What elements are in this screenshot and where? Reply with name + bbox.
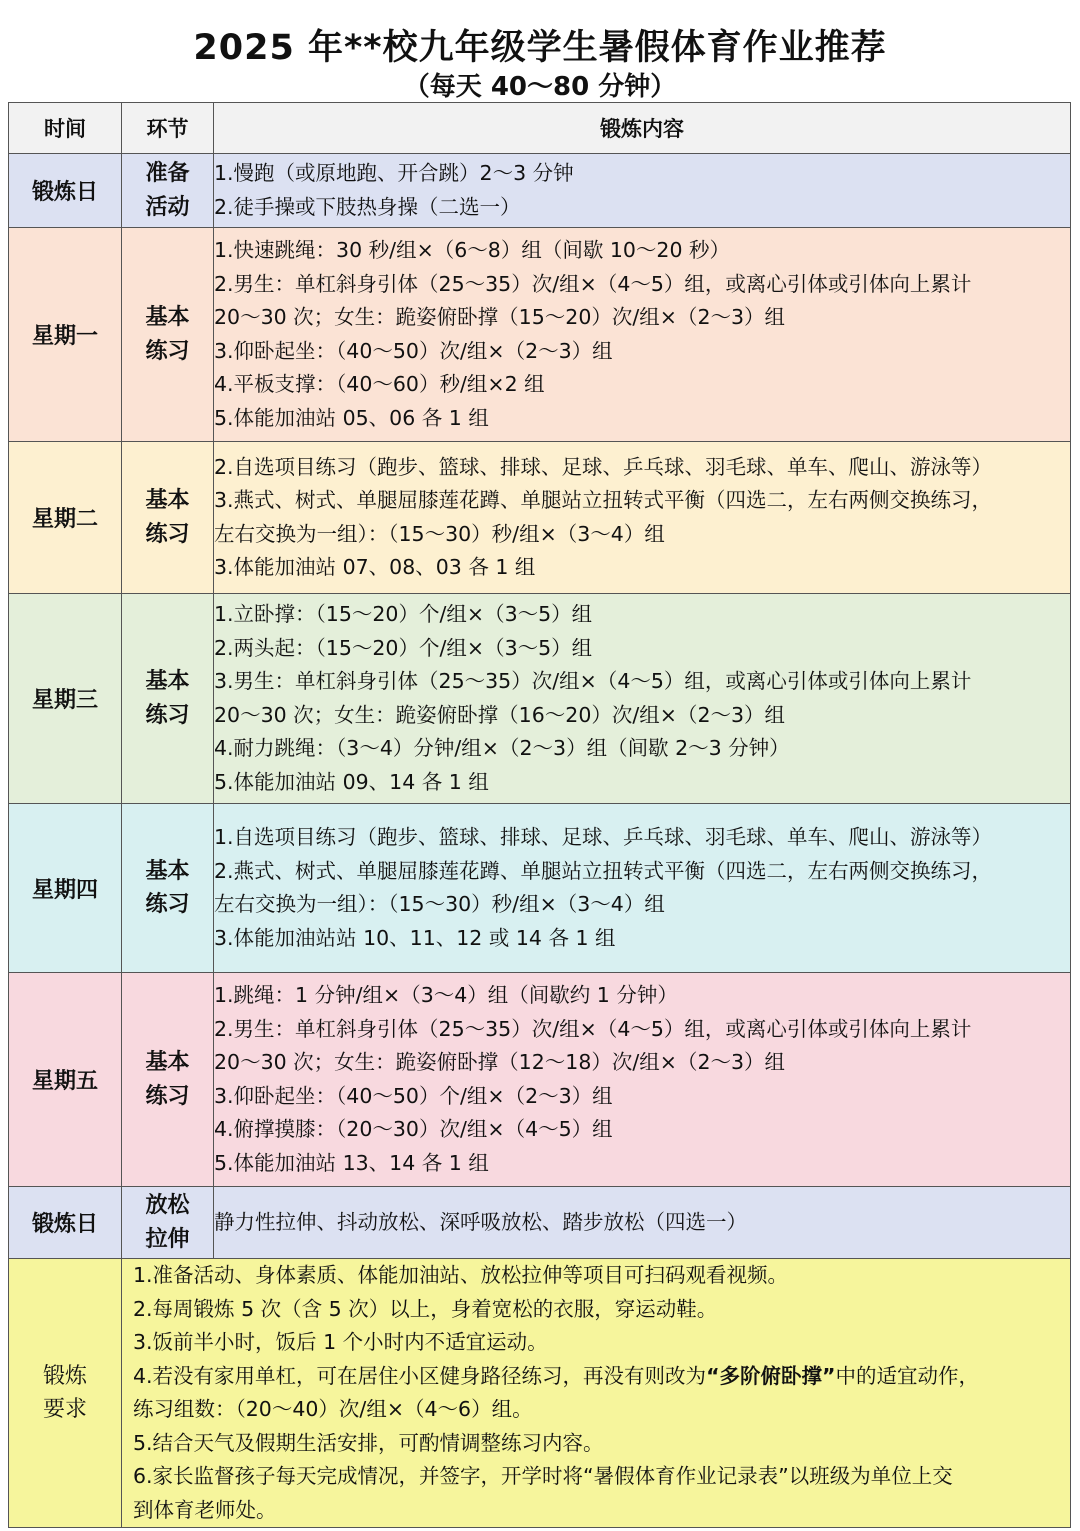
- row-content: [214, 594, 1071, 804]
- content-line: 2.徒手操或下肢热身操（二选一）: [214, 194, 521, 219]
- content-line: 3.仰卧起坐：（40～50）个/组×（2～3）组: [214, 1083, 613, 1108]
- content-line: 5.体能加油站 09、14 各 1 组: [214, 769, 489, 794]
- content-line: 2.自选项目练习（跑步、篮球、排球、足球、乒乓球、羽毛球、单车、爬山、游泳等）: [214, 454, 993, 479]
- content-line: 1.快速跳绳：30 秒/组×（6～8）组（间歇 10～20 秒）: [214, 238, 731, 262]
- requirement-item: 5.结合天气及假期生活安排，可酌情调整练习内容。: [133, 1430, 604, 1455]
- content-line: 1.跳绳：1 分钟/组×（3～4）组（间歇约 1 分钟）: [214, 983, 678, 1007]
- table-header-row: [9, 103, 1071, 154]
- row-time: 星期五: [9, 973, 122, 1187]
- requirement-item: 到体育老师处。: [133, 1497, 277, 1522]
- content-line: 5.体能加油站 13、14 各 1 组: [214, 1150, 489, 1175]
- segment-line: 练习: [145, 1083, 190, 1109]
- content-line: 2.燕式、树式、单腿屈膝莲花蹲、单腿站立扭转式平衡（四选二，左右两侧交换练习，: [214, 858, 993, 883]
- requirement-item: 6.家长监督孩子每天完成情况，并签字，开学时将“暑假体育作业记录表”以班级为单位上交: [133, 1464, 953, 1488]
- segment-line: 准备: [145, 161, 190, 186]
- requirement-item: 1.准备活动、身体素质、体能加油站、放松拉伸等项目可扫码观看视频。: [133, 1263, 789, 1287]
- row-content: [214, 804, 1071, 973]
- content-line: 静力性拉伸、抖动放松、深呼吸放松、踏步放松（四选一）: [214, 1209, 747, 1234]
- content-line: 3.体能加油站 07、08、03 各 1 组: [214, 555, 536, 579]
- table-row-cooldown: [9, 1187, 1071, 1259]
- segment-line: 基本: [145, 488, 190, 513]
- segment-line: 基本: [145, 1050, 190, 1075]
- row-content: [214, 442, 1071, 594]
- header-segment: 环节: [122, 103, 214, 154]
- row-time: 锻炼日: [9, 154, 122, 228]
- content-line: 5.体能加油站 05、06 各 1 组: [214, 405, 489, 430]
- row-time: 星期一: [9, 228, 122, 442]
- requirement-text: 4.若没有家用单杠，可在居住小区健身路径练习，再没有则改为: [133, 1363, 707, 1388]
- content-line: 3.男生：单杠斜身引体（25～35）次/组×（4～5）组，或离心引体或引体向上累计: [214, 669, 972, 693]
- content-line: 2.两头起：（15～20）个/组×（3～5）组: [214, 635, 593, 660]
- requirements-content: [122, 1259, 1071, 1528]
- content-line: 2.男生：单杠斜身引体（25～35）次/组×（4～5）组，或离心引体或引体向上累计: [214, 271, 972, 296]
- segment-line: 练习: [145, 702, 190, 728]
- requirement-emphasis: “多阶俯卧撑”: [706, 1363, 836, 1388]
- row-segment: [122, 1187, 214, 1259]
- table-row-friday: [9, 973, 1071, 1187]
- row-segment: [122, 228, 214, 442]
- segment-line: 练习: [145, 338, 190, 364]
- table-row-wednesday: [9, 594, 1071, 804]
- exercise-table: [8, 102, 1071, 1528]
- requirement-item: 2.每周锻炼 5 次（含 5 次）以上，身着宽松的衣服，穿运动鞋。: [133, 1296, 718, 1321]
- requirement-item: 3.饭前半小时，饭后 1 个小时内不适宜运动。: [133, 1330, 548, 1354]
- header-content: 锻炼内容: [214, 103, 1071, 154]
- row-content: [214, 973, 1071, 1187]
- segment-line: 活动: [145, 194, 190, 220]
- requirement-text: 中的适宜动作，: [835, 1363, 980, 1388]
- content-line: 20～30 次；女生：跪姿俯卧撑（16～20）次/组×（2～3）组: [214, 702, 786, 727]
- row-segment: [122, 594, 214, 804]
- content-line: 4.耐力跳绳：（3～4）分钟/组×（2～3）组（间歇 2～3 分钟）: [214, 736, 790, 760]
- row-content: [214, 154, 1071, 228]
- content-line: 20～30 次；女生：跪姿俯卧撑（15～20）次/组×（2～3）组: [214, 305, 786, 329]
- content-line: 4.俯撑摸膝：（20～30）次/组×（4～5）组: [214, 1117, 613, 1141]
- row-content: [214, 1187, 1071, 1259]
- requirements-label-line: 要求: [42, 1397, 87, 1422]
- table-row-requirements: [9, 1259, 1071, 1528]
- row-time: 星期四: [9, 804, 122, 973]
- content-line: 1.自选项目练习（跑步、篮球、排球、足球、乒乓球、羽毛球、单车、爬山、游泳等）: [214, 825, 993, 849]
- header-time: 时间: [9, 103, 122, 154]
- row-time: 星期二: [9, 442, 122, 594]
- content-line: 2.男生：单杠斜身引体（25～35）次/组×（4～5）组，或离心引体或引体向上累计: [214, 1016, 972, 1041]
- table-row-tuesday: [9, 442, 1071, 594]
- row-content: [214, 228, 1071, 442]
- row-segment: [122, 442, 214, 594]
- row-time: 锻炼日: [9, 1187, 122, 1259]
- table-row-warmup: [9, 154, 1071, 228]
- content-line: 3.体能加油站站 10、11、12 或 14 各 1 组: [214, 925, 616, 950]
- content-line: 1.立卧撑：（15～20）个/组×（3～5）组: [214, 602, 593, 626]
- row-segment: [122, 804, 214, 973]
- table-row-thursday: [9, 804, 1071, 973]
- content-line: 1.慢跑（或原地跑、开合跳）2～3 分钟: [214, 161, 574, 185]
- row-segment: [122, 154, 214, 228]
- row-segment: [122, 973, 214, 1187]
- page-title: 2025 年**校九年级学生暑假体育作业推荐: [193, 28, 887, 68]
- table-row-monday: [9, 228, 1071, 442]
- content-line: 20～30 次；女生：跪姿俯卧撑（12～18）次/组×（2～3）组: [214, 1050, 786, 1074]
- content-line: 3.仰卧起坐：（40～50）次/组×（2～3）组: [214, 338, 613, 363]
- segment-line: 练习: [145, 521, 190, 547]
- requirement-item: 练习组数：（20～40）次/组×（4～6）组。: [133, 1397, 533, 1421]
- segment-line: 基本: [145, 858, 190, 884]
- segment-line: 放松: [145, 1193, 190, 1218]
- page-subtitle: （每天 40～80 分钟）: [403, 72, 677, 102]
- requirements-label-line: 锻炼: [42, 1363, 87, 1389]
- segment-line: 拉伸: [145, 1226, 190, 1252]
- segment-line: 练习: [145, 892, 190, 917]
- requirement-item: [133, 1360, 1070, 1394]
- segment-line: 基本: [145, 669, 190, 694]
- row-time: 星期三: [9, 594, 122, 804]
- requirements-label: [9, 1259, 122, 1528]
- content-line: 3.燕式、树式、单腿屈膝莲花蹲、单腿站立扭转式平衡（四选二，左右两侧交换练习，: [214, 488, 993, 512]
- content-line: 左右交换为一组）：（15～30）秒/组×（3～4）组: [214, 521, 665, 546]
- content-line: 左右交换为一组）：（15～30）秒/组×（3～4）组: [214, 892, 665, 916]
- content-line: 4.平板支撑：（40～60）秒/组×2 组: [214, 372, 545, 396]
- segment-line: 基本: [145, 305, 190, 330]
